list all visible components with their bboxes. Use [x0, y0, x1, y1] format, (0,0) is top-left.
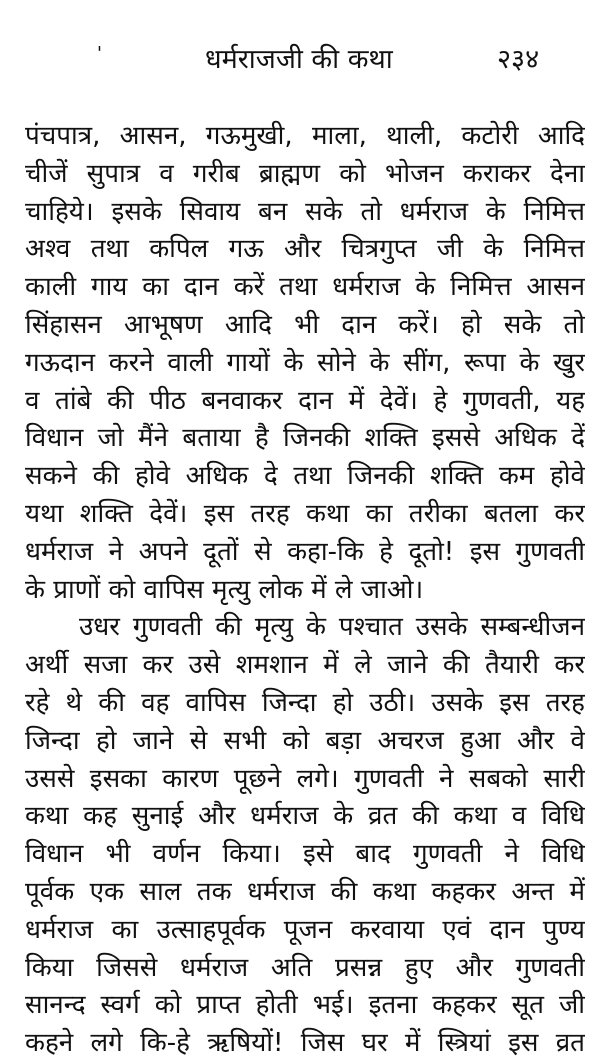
text-line: व तांबे की पीठ बनवाकर दान में देवें। हे गुणवती, यह — [25, 385, 585, 416]
text-line: सकने की होवे अधिक दे तथा जिनकी शक्ति कम होवे — [25, 461, 585, 492]
text-line: पूर्वक एक साल तक धर्मराज की कथा कहकर अन्त में — [25, 876, 585, 907]
text-line: यथा शक्ति देवें। इस तरह कथा का तरीका बतला कर — [25, 498, 585, 529]
text-line: अश्व तथा कपिल गऊ और चित्रगुप्त जी के निमित्त — [25, 234, 585, 265]
text-line: चीजें सुपात्र व गरीब ब्राह्मण को भोजन कराकर देना — [25, 158, 585, 189]
text-line: अर्थी सजा कर उसे शमशान में ले जाने की तैयारी कर — [25, 650, 585, 681]
text-line: धर्मराज ने अपने दूतों से कहा-कि हे दूतो! इस गुणवती — [25, 536, 585, 567]
text-line: किया जिससे धर्मराज अति प्रसन्न हुए और गुणवती — [25, 952, 585, 983]
text-line: धर्मराज का उत्साहपूर्वक पूजन करवाया एवं दान पुण्य — [25, 914, 585, 945]
text-line: गऊदान करने वाली गायों के सोने के सींग, रूपा के खुर — [25, 347, 585, 378]
text-line: सिंहासन आभूषण आदि भी दान करें। हो सके तो — [25, 309, 585, 340]
text-line: पंचपात्र, आसन, गऊमुखी, माला, थाली, कटोरी आदि — [25, 121, 585, 151]
text-line: कहने लगे कि-हे ऋषियों! जिस घर में स्त्रियां इस व्रत — [25, 1028, 585, 1059]
text-line: कथा कह सुनाई और धर्मराज के व्रत की कथा व विधि — [25, 801, 585, 832]
text-line: विधान भी वर्णन किया। इसे बाद गुणवती ने विधि — [25, 839, 585, 870]
text-line: जिन्दा हो जाने से सभी को बड़ा अचरज हुआ और वे — [25, 725, 585, 756]
header-mark: ' — [97, 43, 102, 64]
text-line: चाहिये। इसके सिवाय बन सके तो धर्मराज के निमित्त — [25, 196, 585, 227]
chapter-title: धर्मराजजी की कथा — [205, 44, 393, 75]
page-header — [0, 42, 600, 82]
text-line: काली गाय का दान करें तथा धर्मराज के निमित्त आसन — [25, 272, 585, 303]
text-line: सानन्द स्वर्ग को प्राप्त होती भई। इतना कहकर सूत जी — [25, 990, 585, 1021]
paragraph-end-line: के प्राणों को वापिस मृत्यु लोक में ले जाओ। — [25, 574, 424, 605]
paragraph-start-line: उधर गुणवती की मृत्यु के पश्चात उसके सम्बन्धीजन — [79, 612, 585, 643]
page-number: २३४ — [497, 44, 540, 75]
text-line: विधान जो मैंने बताया है जिनकी शक्ति इससे अधिक दें — [25, 423, 585, 454]
text-line: रहे थे की वह वापिस जिन्दा हो उठी। उसके इस तरह — [25, 687, 585, 718]
body-text — [25, 118, 585, 1063]
text-line: उससे इसका कारण पूछने लगे। गुणवती ने सबको सारी — [25, 763, 585, 794]
